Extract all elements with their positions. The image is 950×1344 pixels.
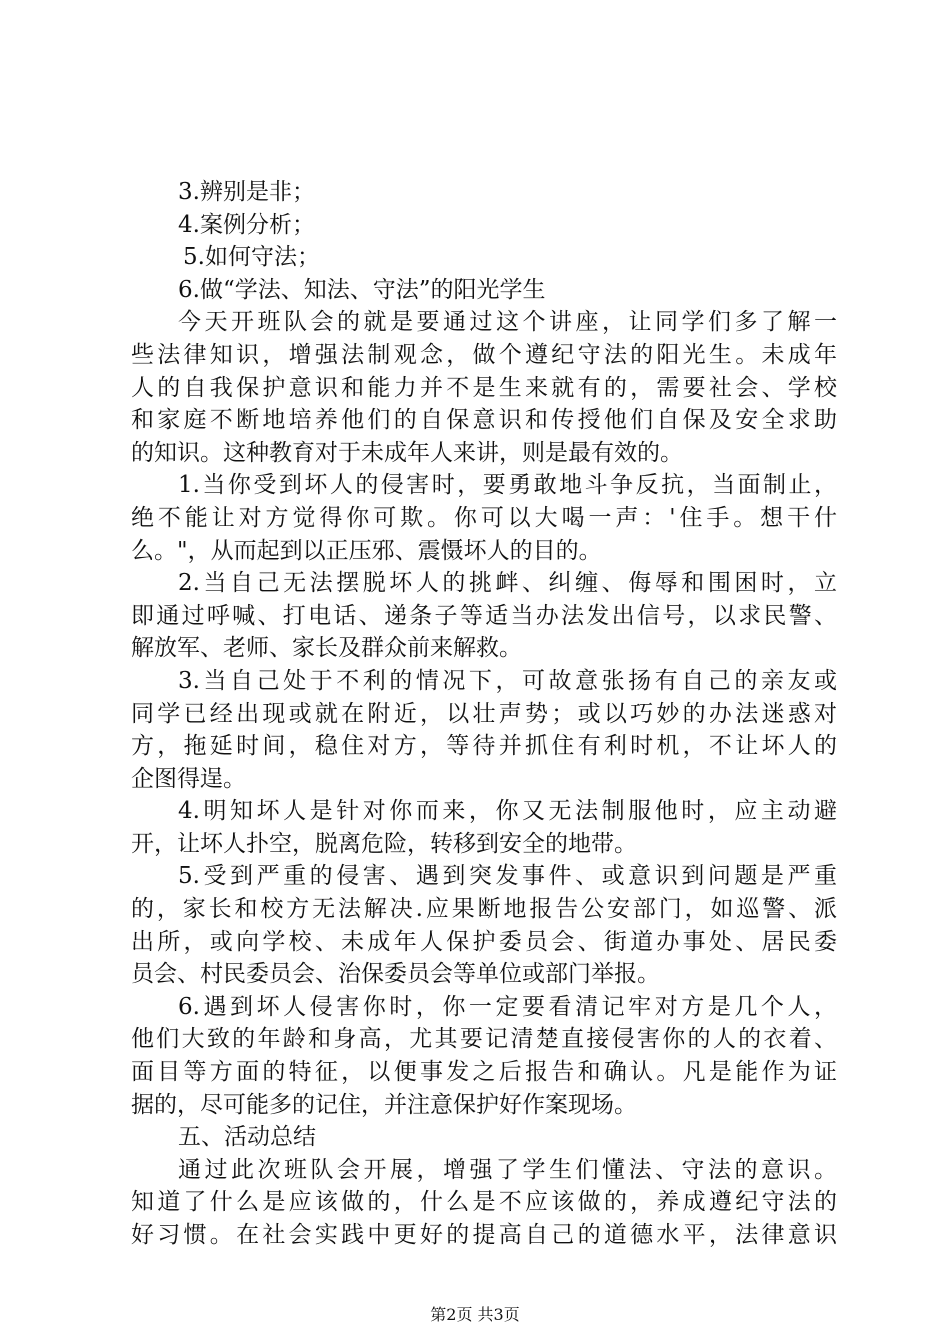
text-line: 今天开班队会的就是要通过这个讲座，让同学们多了解一 — [178, 309, 837, 336]
text-line: 1.当你受到坏人的侵害时，要勇敢地斗争反抗，当面制止， — [178, 472, 837, 499]
text-line: 6.遇到坏人侵害你时，你一定要看清记牢对方是几个人， — [178, 993, 837, 1020]
document-body — [131, 176, 837, 1252]
text-line: 和家庭不断地培养他们的自保意识和传授他们自保及安全求助 — [131, 407, 837, 434]
text-line: 6.做“学法、知法、守法”的阳光学生 — [178, 276, 546, 303]
text-line: 3.辨别是非； — [178, 179, 315, 205]
text-line: 员会、村民委员会、治保委员会等单位或部门举报。 — [131, 961, 660, 988]
page-footer: 第2页 共3页 — [430, 1305, 520, 1324]
text-line: 好习惯。在社会实践中更好的提高自己的道德水平，法律意识 — [131, 1222, 837, 1248]
text-line: 的，家长和校方无法解决.应果断地报告公安部门，如巡警、派 — [131, 896, 837, 923]
text-line: 方，拖延时间，稳住对方，等待并抓住有利时机，不让坏人的 — [131, 733, 837, 760]
text-line: 3.当自己处于不利的情况下，可故意张扬有自己的亲友或 — [178, 667, 837, 694]
text-line: 出所，或向学校、未成年人保护委员会、街道办事处、居民委 — [131, 928, 837, 955]
text-line: 2.当自己无法摆脱坏人的挑衅、纠缠、侮辱和围困时，立 — [178, 570, 837, 597]
text-line: 5.受到严重的侵害、遇到突发事件、或意识到问题是严重 — [178, 863, 837, 890]
text-line: 他们大致的年龄和身高，尤其要记清楚直接侵害你的人的衣着、 — [131, 1026, 837, 1053]
text-line: 些法律知识，增强法制观念，做个遵纪守法的阳光生。未成年 — [131, 341, 837, 368]
text-line: 据的，尽可能多的记住，并注意保护好作案现场。 — [131, 1091, 637, 1118]
text-line: 同学已经出现或就在附近，以壮声势；或以巧妙的办法迷惑对 — [131, 700, 837, 727]
text-line: 开，让坏人扑空，脱离危险，转移到安全的地带。 — [131, 830, 637, 857]
text-line: 知道了什么是应该做的，什么是不应该做的，养成遵纪守法的 — [131, 1189, 837, 1216]
text-line: 面目等方面的特征，以便事发之后报告和确认。凡是能作为证 — [131, 1059, 837, 1086]
text-line: 的知识。这种教育对于未成年人来讲，则是最有效的。 — [131, 439, 683, 466]
text-line: 人的自我保护意识和能力并不是生来就有的，需要社会、学校 — [131, 374, 837, 401]
text-line: 么。"，从而起到以正压邪、震慑坏人的目的。 — [131, 537, 602, 564]
text-line: 4.明知坏人是针对你而来，你又无法制服他时，应主动避 — [178, 798, 837, 825]
text-line: 解放军、老师、家长及群众前来解救。 — [131, 635, 522, 662]
text-line: 即通过呼喊、打电话、递条子等适当办法发出信号，以求民警、 — [131, 602, 837, 629]
text-line: 五、活动总结 — [178, 1124, 316, 1151]
text-line: 通过此次班队会开展，增强了学生们懂法、守法的意识。 — [178, 1156, 837, 1183]
text-line: 4.案例分析； — [178, 211, 315, 238]
text-line: 绝不能让对方觉得你可欺。你可以大喝一声：'住手。想干什 — [131, 504, 837, 531]
text-line: 企图得逞。 — [131, 765, 246, 792]
text-line: 5.如何守法； — [183, 244, 320, 271]
